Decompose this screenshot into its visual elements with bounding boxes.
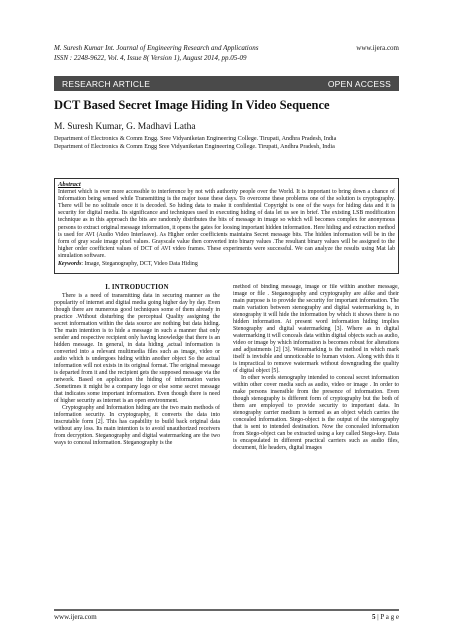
body-paragraph: In other words stenography intended to conceal secret information within other cover media such as audio, video or image . In order to make persons insensible from the presence of information. Even though stenography is different form of cryptography but the both of them are employed to provide security to important data. In stenography carrier medium is termed as an object which carries the concealed information. Stego-object is the output of the stenography that is sent to intended destination. Now the concealed information from Stego-object can be extracted using a key called Stego-key. Data is encapsulated in different practical carriers such as audio files, document, file headers, digital images	[233, 375, 399, 452]
body-paragraph: Cryptography and Information hiding are the two main methods of information security. In cryptography, it converts the data into inscrutable form [2]. This has capability to build back original data without any loss. Its main intention is to avoid unauthorized receivers from decryption. Steganography and digital watermarking are the two ways to conceal information. Steganography is the	[54, 405, 220, 447]
article-type-bar	[54, 76, 399, 91]
paper-title: DCT Based Secret Image Hiding In Video Sequence	[54, 98, 330, 112]
footer-divider	[54, 609, 399, 611]
paper-authors: M. Suresh Kumar, G. Madhavi Latha	[54, 122, 196, 132]
abstract-box	[54, 178, 399, 274]
body-column-left	[54, 284, 220, 596]
article-type-label: RESEARCH ARTICLE	[62, 78, 151, 89]
footer-website[interactable]: www.ijera.com	[54, 613, 97, 621]
affiliation-2: Department of Electronics & Comm Engg Sree Vidyaniketan Engineering College. Tirupati, Andhra Pradesh, India	[54, 144, 335, 150]
affiliation-1: Department of Electronics & Comm Engg. Sree Vidyaniketan Engineering College. Tirupati, Andhra Pradesh, India	[54, 136, 337, 142]
page-label: | P a g e	[375, 613, 399, 621]
affiliations	[54, 135, 399, 151]
keywords-label: Keywords	[58, 261, 82, 268]
journal-citation: M. Suresh Kumar Int. Journal of Engineering Research and Applications	[54, 44, 259, 52]
section-heading-introduction: I. INTRODUCTION	[105, 284, 169, 291]
abstract-heading: Abstract	[58, 181, 81, 188]
keywords-line	[58, 261, 395, 268]
open-access-label: OPEN ACCESS	[327, 78, 391, 89]
page-number: 5	[372, 613, 376, 621]
page-footer	[54, 613, 399, 621]
journal-website[interactable]: www.ijera.com	[356, 44, 399, 52]
body-paragraph: There is a need of transmitting data in securing manner as the popularity of internet and digital media going higher day by day. Even though there are numerous good techniques some of them already in practice .Without disturbing the perceptual Quality assigning the secret information within the data source are nothing but data hiding. The main intention is to hide a message in such a manner that only sender and respective recipient only having knowledge that there is an hidden message. In general, in data hiding ,actual information is converted into a relevant multimedia files such as image, video or audio which is undergoes hiding within another object So the actual information will not exists in its original format. The original message is departed from it and the recipient gets the supposed message via the network. Based on application the hiding of information varies .Sometimes it might be a company logo or else some secret message that indicates some important information. Even though there is need of higher security as internet is an open environment.	[54, 293, 220, 405]
journal-header	[54, 44, 399, 63]
body-column-right	[233, 284, 399, 596]
journal-issn: ISSN : 2248-9622, Vol. 4, Issue 8( Version 1), August 2014, pp.05-09	[54, 53, 247, 62]
abstract-text: Internet which is ever more accessible to interference by not with authority people over the World. It is important to bring down a chance of Information being sensed while Transmitting is the major issue these days. To overcome these problems one of the solution is cryptography. There will be no solitude once it is decoded. So hiding data to make it confidential Copyright is one of the ways for hiding data and it is security for digital media. Its significance and techniques used in executing hiding of data let us see in brief. The existing LSB modification technique as in this approach the bits are randomly distributes the bits of message in image so which will becomes complex for anonymous persons to extract original message information, it opens the gates for loosing important hidden information. Here hiding and extraction method is used for AVI (Audio Video Interleave). As Higher order coefficients maintains Secret message bits. The hidden information will be in the form of gray scale image pixel values. Grayscale value then converted into binary values .The resultant binary values will be assigned to the higher order coefficient values of DCT of AVI video frames. These experiments were successful. We can analyze the results using Mat lab simulation software.	[58, 189, 395, 259]
footer-page-number	[372, 613, 399, 621]
body-paragraph: method of binding message, image or file within another message, image or file . Steganography and cryptography are alike and their main purpose is to provide the security for important information. The main variation between stenography and digital watermarking is, in stenography it will hide the information by which it shows there is no hidden information. At present word information hiding implies Stenography and digital watermarking [3]. Where as in digital watermarking it will conceals data within digital objects such as audio, video or image by which information is becomes robust for alterations and adjustments [2] [3]. Watermarking is the method in which mark itself is invisible and unnoticeable to human vision. Along with this it is impractical to remove watermark without downgrading the quality of digital object [5].	[233, 284, 399, 375]
keywords-text: : Image, Steganography, DCT, Video Data Hiding	[81, 261, 198, 268]
